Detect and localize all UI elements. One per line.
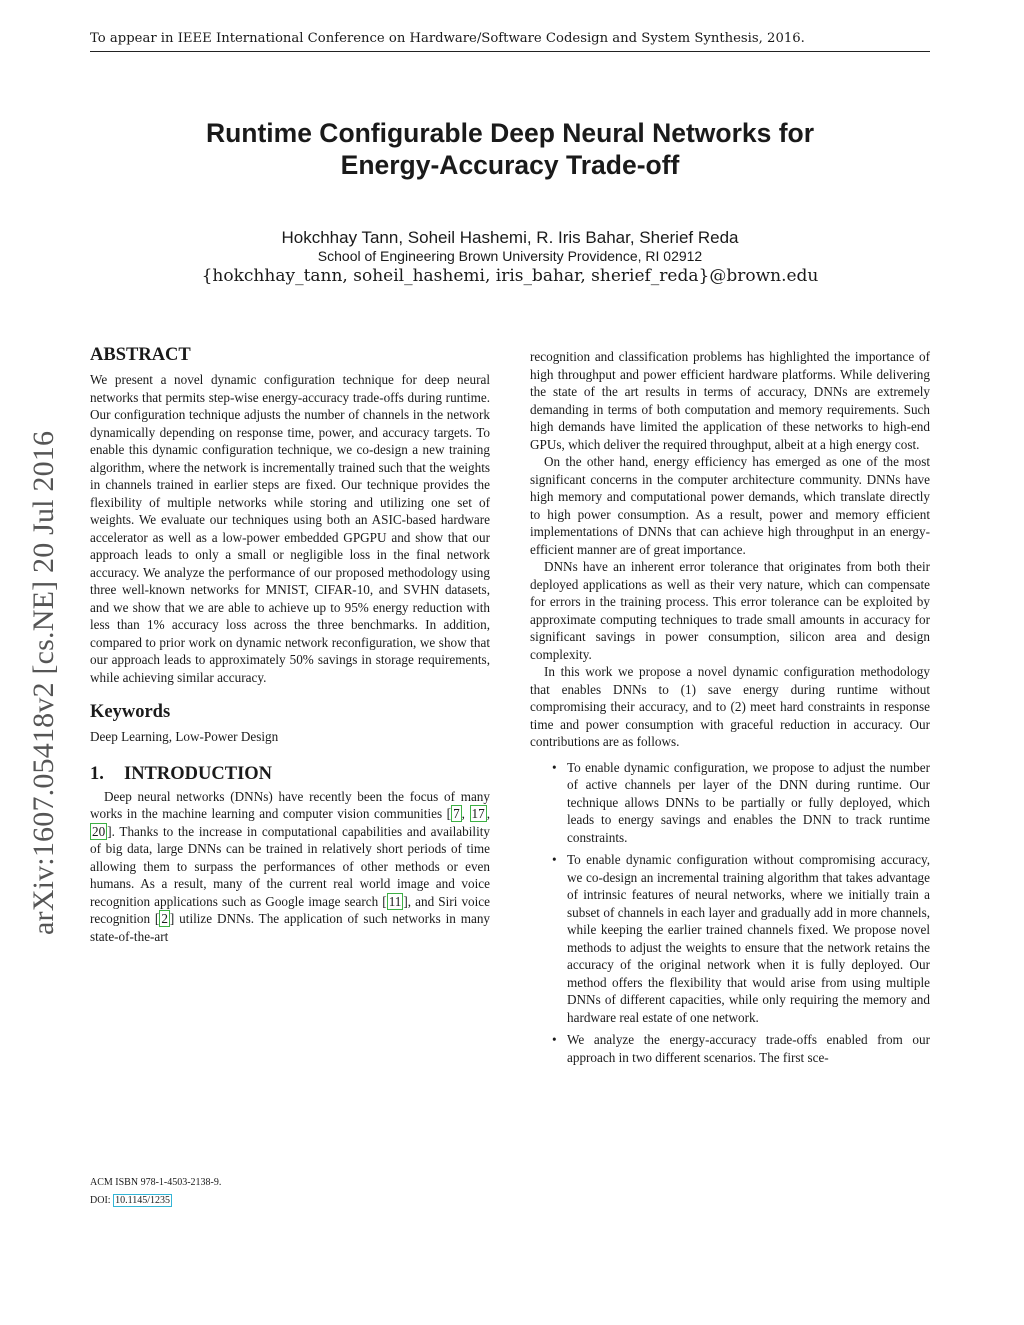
footer-metadata	[90, 1174, 490, 1210]
right-column	[530, 348, 930, 1071]
abstract-text: We present a novel dynamic configuration technique for deep neural networks that permits step-wise energy-accuracy trade-offs during runtime. Our configuration technique adjusts the number of channels in the network dynamically depending on response time, power, and accuracy targets. To enable this dynamic configuration technique, we co-design a new training algorithm, where the network is incrementally trained such that the weights in channels trained in earlier steps are fixed. Our technique provides the flexibility of multiple networks while storing and utilizing one set of weights. We evaluate our techniques using both an ASIC-based hardware accelerator as well as a low-power embedded GPGPU and show that our approach leads to only a small or negligible loss in the final network accuracy. We analyze the performance of our proposed methodology using three well-known networks for MNIST, CIFAR-10, and SVHN datasets, and we show that we are able to achieve up to 95% energy reduction with less than 1% accuracy loss across the three benchmarks. In addition, compared to prior work on dynamic network reconfiguration, we show that our approach leads to approximately 50% savings in storage requirements, while achieving similar accuracy.	[90, 372, 490, 685]
arxiv-stamp: arXiv:1607.05418v2 [cs.NE] 20 Jul 2016	[27, 430, 60, 935]
doi-line: DOI: 10.1145/1235	[90, 1195, 170, 1206]
running-head: To appear in IEEE International Conference on Hardware/Software Codesign and System Synthesis, 2016.	[90, 30, 930, 52]
author-emails: {hokchhay_tann, soheil_hashemi, iris_bahar, sherief_reda}@brown.edu	[201, 266, 819, 286]
citation-link-7[interactable]: 7	[453, 806, 460, 821]
citation-link-20[interactable]: 20	[92, 823, 106, 839]
title-line-2: Energy-Accuracy Trade-off	[340, 150, 680, 180]
intro-paragraph-3: DNNs have an inherent error tolerance that originates from both their deployed applications as well as their very nature, which can compensate for errors in the training process. This error tolerance can be exploited by approximate computing techniques to trade small amounts in accuracy for significant savings in power consumption, silicon area and design complexity.	[530, 559, 930, 662]
section-number: 1.	[90, 763, 104, 784]
bullet-icon: •	[552, 852, 557, 867]
citation-link-17[interactable]: 17	[471, 806, 485, 821]
left-column	[90, 344, 490, 945]
keywords-heading: Keywords	[90, 702, 171, 722]
affiliation: School of Engineering Brown University Providence, RI 02912	[317, 248, 703, 264]
paper-title	[90, 117, 930, 181]
intro-paragraph-2: On the other hand, energy efficiency has emerged as one of the most significant concerns in the computer architecture community. DNNs have high memory and computational power demands, which translate directly to high power consumption. As a result, power and memory efficient implementations of DNNs that can achieve high throughput in an energy-efficient manner are of great importance.	[530, 454, 930, 557]
list-item: • We analyze the energy-accuracy trade-offs enabled from our approach in two different scenarios. The first sce-	[552, 1032, 930, 1065]
citation-link-11[interactable]: 11	[388, 893, 402, 909]
title-line-1: Runtime Configurable Deep Neural Networks for	[205, 118, 815, 148]
bullet-icon: •	[552, 759, 557, 775]
author-list: Hokchhay Tann, Soheil Hashemi, R. Iris Bahar, Sherief Reda	[281, 228, 739, 247]
list-item: • To enable dynamic configuration, we propose to adjust the number of active channels per layer of the DNN during runtime. Our technique allows DNNs to be partially or fully deployed, which leads to energy savings and enables the DNN to track runtime constraints.	[552, 759, 930, 845]
keywords-text: Deep Learning, Low-Power Design	[90, 729, 279, 744]
section-title: INTRODUCTION	[124, 763, 273, 784]
list-item: • To enable dynamic configuration without compromising accuracy, we co-design an incremental training algorithm that takes advantage of intrinsic features of neural networks, where we initially train a subset of channels in each layer and gradually add in more channels, while keeping the earlier trained channels fixed. We propose novel methods to adjust the weights to ensure that the network retains the accuracy of the original network when it is fully deployed. Our method offers the flexibility that would arise from using multiple DNNs of different capacities, while only requiring the memory and hardware real estate of one network.	[552, 852, 930, 1025]
abstract-heading: ABSTRACT	[90, 345, 191, 365]
bullet-icon: •	[552, 1032, 557, 1047]
citation-link-2[interactable]: 2	[161, 911, 168, 926]
intro-paragraph-4: In this work we propose a novel dynamic configuration methodology that enables DNNs to (1) save energy during runtime without compromising their accuracy, and to (2) meet hard constraints in response time and power consumption with graceful reduction in accuracy. Our contributions are as follows.	[530, 664, 930, 749]
contributions-list	[530, 759, 930, 1067]
intro-paragraph-1-continued: recognition and classification problems has highlighted the importance of high throughput and power efficient hardware platforms. While delivering the state of the art results in terms of accuracy, DNNs are extremely demanding in terms of both computation and memory requirements. Such high demands have limited the application of these networks to high-end GPUs, which deliver the required throughput, albeit at a high energy cost.	[530, 349, 930, 452]
intro-paragraph-1: Deep neural networks (DNNs) have recently been the focus of many works in the machine learning and computer vision communities [ 7 , 17 , 20 ]. Thanks to the increase in computational capabilities and availability of big data, large DNNs can be trained in relatively short periods of time allowing them to surpass the performances of other methods or even humans. As a result, many of the current real world image and voice recognition applications such as Google image search [ 11 ], and Siri voice recognition [ 2 ] utilize DNNs. The application of such networks in many state-of-the-art	[90, 788, 491, 944]
isbn-line: ACM ISBN 978-1-4503-2138-9.	[90, 1177, 222, 1188]
doi-link[interactable]: 10.1145/1235	[115, 1195, 170, 1206]
introduction-heading	[90, 763, 490, 785]
